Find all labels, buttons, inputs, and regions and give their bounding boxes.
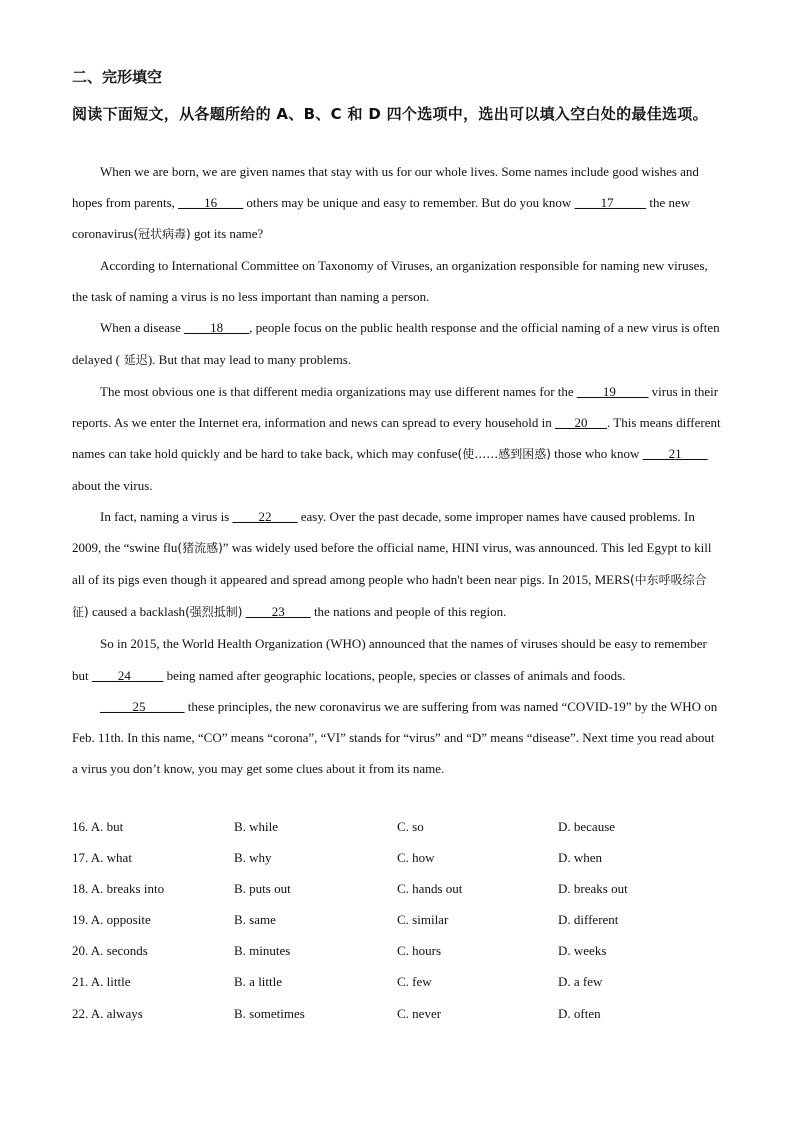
option-b: B. minutes xyxy=(234,943,291,959)
option-d: D. breaks out xyxy=(558,881,628,897)
text: The most obvious one is that different media organizations may use different names for the xyxy=(100,383,577,399)
option-d: D. different xyxy=(558,912,619,928)
option-b: B. a little xyxy=(234,974,283,990)
blank-20: ___20___ xyxy=(555,414,608,430)
chinese-gloss: 延迟 xyxy=(120,352,148,367)
option-a: 17. A. what xyxy=(72,850,132,866)
question-row xyxy=(72,811,732,842)
option-a: 19. A. opposite xyxy=(72,912,151,928)
blank-18: ____18____ xyxy=(184,320,250,336)
question-row xyxy=(72,998,732,1029)
option-d: D. when xyxy=(558,850,603,866)
text: about the virus. xyxy=(72,477,153,493)
text: those who know xyxy=(550,445,643,461)
blank-22: ____22____ xyxy=(232,509,298,525)
cloze-passage xyxy=(72,156,722,784)
text: got its name? xyxy=(190,226,264,242)
blank-25: _____25______ xyxy=(100,698,185,714)
option-a: 21. A. little xyxy=(72,974,131,990)
answer-options xyxy=(72,811,732,1029)
text: ). But that may lead to many problems. xyxy=(147,351,352,367)
question-row xyxy=(72,904,732,935)
option-c: C. so xyxy=(397,819,424,834)
option-b: B. same xyxy=(234,912,276,928)
text: . This means different names can take hold quickly and be hard to take back, which may confuse xyxy=(72,414,721,461)
text: caused a backlash xyxy=(88,604,186,620)
option-a: 20. A. seconds xyxy=(72,943,148,959)
option-d: D. a few xyxy=(558,974,603,990)
option-b: B. why xyxy=(234,850,272,866)
paragraph-3 xyxy=(72,312,722,375)
option-c: C. hands out xyxy=(397,881,463,897)
option-c: C. few xyxy=(397,974,432,990)
blank-17: ____17_____ xyxy=(574,195,647,211)
blank-24: ____24_____ xyxy=(91,667,164,683)
text: others may be unique and easy to remember. But do you know xyxy=(243,195,575,211)
option-a: 16. A. but xyxy=(72,819,124,834)
paragraph-7 xyxy=(72,691,722,784)
text: In fact, naming a virus is xyxy=(100,509,233,525)
paragraph-4 xyxy=(72,376,722,501)
blank-19: ____19_____ xyxy=(576,383,649,399)
question-row xyxy=(72,873,732,904)
chinese-gloss: (猪流感) xyxy=(177,541,223,556)
question-row xyxy=(72,966,732,997)
chinese-gloss: (使……感到困惑) xyxy=(457,446,551,461)
text: , people focus on the public health response and the official naming of a new virus is often delayed ( xyxy=(72,320,720,367)
text: virus in their reports. As we enter the Internet era, information and news can spread to every household in xyxy=(72,383,719,430)
text: When we are born, we are given names that stay with us for our whole lives. Some names include good wishes and hopes from parents, xyxy=(72,164,699,211)
option-c: C. never xyxy=(397,1005,442,1021)
chinese-gloss: (强烈抵制) xyxy=(185,605,243,620)
text: being named after geographic locations, people, species or classes of animals and foods. xyxy=(163,667,626,683)
text: So in 2015, the World Health Organization (WHO) announced that the names of viruses should be easy to remember but xyxy=(72,636,707,683)
text: these principles, the new coronavirus we are suffering from was named “COVID-19” by the WHO on Feb. 11th. In this name, “CO” means “corona”, “VI” stands for “virus” and “D” means “disease”. Next time you read about a virus you don’t know, you may get some clues about it from its name. xyxy=(72,698,718,776)
option-d: D. because xyxy=(558,819,616,834)
paragraph-2: According to International Committee on Taxonomy of Viruses, an organization responsible for naming new viruses, the task of naming a virus is no less important than naming a person. xyxy=(72,258,708,305)
chinese-gloss: (中东呼吸综合征) xyxy=(72,573,707,620)
option-a: 18. A. breaks into xyxy=(72,881,165,897)
paragraph-6 xyxy=(72,628,722,690)
option-b: B. puts out xyxy=(234,881,291,897)
text: ” was widely used before the official name, HINI virus, was announced. This led Egypt to kill all of its pigs even though it appeared and spread among people who hadn't been near pigs. In 2015, MERS xyxy=(72,540,712,588)
option-d: D. often xyxy=(558,1005,601,1021)
question-row xyxy=(72,842,732,873)
option-c: C. how xyxy=(397,850,435,866)
paragraph-5 xyxy=(72,501,722,628)
option-a: 22. A. always xyxy=(72,1005,143,1021)
blank-23: ____23____ xyxy=(245,604,311,620)
text: the new coronavirus xyxy=(72,195,691,242)
text: easy. Over the past decade, some improper names have caused problems. In 2009, the “swine flu xyxy=(72,509,695,556)
option-c: C. similar xyxy=(397,912,449,928)
text: When a disease xyxy=(100,320,185,336)
section-title: 二、完形填空 xyxy=(72,68,163,86)
chinese-gloss: (冠状病毒) xyxy=(133,227,191,242)
paragraph-1 xyxy=(72,156,722,250)
option-c: C. hours xyxy=(397,943,442,959)
question-row xyxy=(72,935,732,966)
option-b: B. while xyxy=(234,819,279,834)
option-d: D. weeks xyxy=(558,943,607,959)
blank-16: ____16____ xyxy=(178,195,244,211)
option-b: B. sometimes xyxy=(234,1005,305,1021)
instruction-text: 阅读下面短文，从各题所给的 A、B、C 和 D 四个选项中，选出可以填入空白处的最佳选项。 xyxy=(72,105,708,123)
text: the nations and people of this region. xyxy=(310,604,507,620)
blank-21: ____21____ xyxy=(642,445,708,461)
